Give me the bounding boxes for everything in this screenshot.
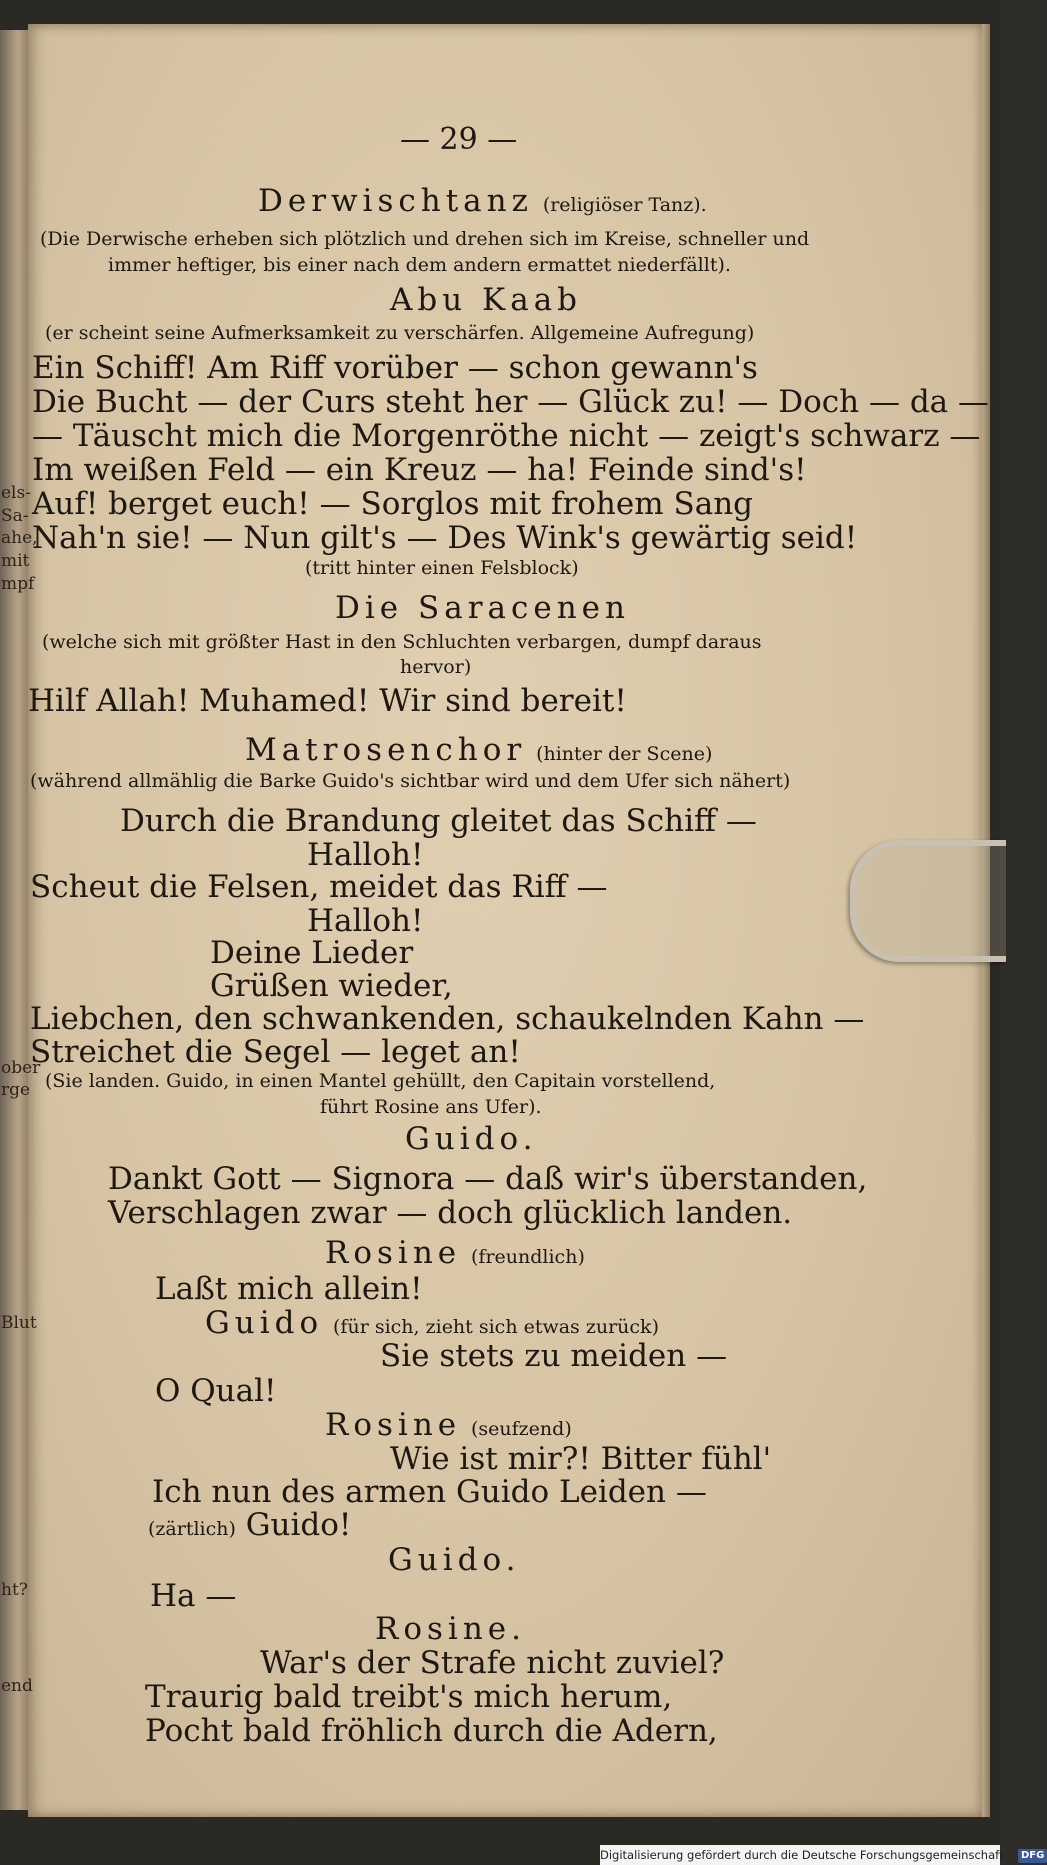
verse-line: Deine Lieder bbox=[210, 935, 414, 971]
stage-direction: führt Rosine ans Ufer). bbox=[320, 1096, 542, 1118]
verse-line: Grüßen wieder, bbox=[210, 968, 453, 1004]
stage-direction: hervor) bbox=[400, 656, 472, 678]
verse-line: Die Bucht — der Curs steht her — Glück zu! — Doch — da — bbox=[32, 384, 990, 420]
verse-line: Ein Schiff! Am Riff vorüber — schon gewann's bbox=[32, 350, 758, 386]
gutter-fragment: end bbox=[1, 1676, 33, 1696]
verse-line: — Täuscht mich die Morgenröthe nicht — zeigt's schwarz — bbox=[32, 418, 981, 454]
speaker-name: Die Saracenen bbox=[335, 590, 630, 626]
gutter-fragment: ober bbox=[1, 1058, 41, 1078]
verse-line: War's der Strafe nicht zuviel? bbox=[260, 1645, 725, 1681]
stage-direction: (Die Derwische erheben sich plötzlich und drehen sich im Kreise, schneller und bbox=[40, 228, 810, 250]
verse-line: Sie stets zu meiden — bbox=[380, 1338, 728, 1374]
speaker-heading bbox=[325, 1407, 572, 1443]
stage-direction: (Sie landen. Guido, in einen Mantel gehüllt, den Capitain vorstellend, bbox=[45, 1070, 716, 1092]
gutter-fragment: Sa- bbox=[1, 506, 29, 526]
gutter-fragment: rge bbox=[1, 1080, 31, 1100]
speaker-name: Derwischtanz bbox=[258, 183, 533, 219]
credit-text: Digitalisierung gefördert durch die Deutsche Forschungsgemeinschaft - bbox=[600, 1848, 1012, 1862]
stage-direction: (für sich, zieht sich etwas zurück) bbox=[333, 1316, 659, 1338]
verse-line: Im weißen Feld — ein Kreuz — ha! Feinde sind's! bbox=[32, 452, 807, 488]
gutter-fragment: mit bbox=[1, 551, 30, 571]
speaker-name: Rosine bbox=[325, 1407, 462, 1443]
verse-line: Ich nun des armen Guido Leiden — bbox=[152, 1474, 707, 1510]
speaker-name: Abu Kaab bbox=[390, 282, 583, 318]
stage-direction: (er scheint seine Aufmerksamkeit zu verschärfen. Allgemeine Aufregung) bbox=[45, 322, 755, 344]
verse-line: Liebchen, den schwankenden, schaukelnden Kahn — bbox=[30, 1001, 865, 1037]
stage-direction: immer heftiger, bis einer nach dem andern ermattet niederfällt). bbox=[108, 254, 731, 276]
gutter-fragment: ahe, bbox=[1, 528, 38, 548]
stage-direction: (freundlich) bbox=[471, 1246, 585, 1268]
verse-line: Traurig bald treibt's mich herum, bbox=[145, 1679, 673, 1715]
gutter-fragment: els- bbox=[1, 483, 31, 503]
verse-text: Guido! bbox=[245, 1507, 352, 1543]
stage-direction: (während allmählig die Barke Guido's sichtbar wird und dem Ufer sich nähert) bbox=[30, 770, 791, 792]
paper-clip bbox=[850, 840, 1006, 962]
speaker-heading bbox=[258, 183, 707, 219]
gutter-fragment: mpf bbox=[1, 574, 35, 594]
stage-direction: (seufzend) bbox=[471, 1418, 572, 1440]
verse-line bbox=[148, 1507, 352, 1543]
previous-page-edge bbox=[0, 30, 30, 1810]
stage-direction: (hinter der Scene) bbox=[536, 743, 713, 765]
speaker-heading bbox=[325, 1235, 585, 1271]
speaker-heading bbox=[245, 732, 713, 768]
verse-line: Durch die Brandung gleitet das Schiff — bbox=[120, 803, 757, 839]
stage-direction: (zärtlich) bbox=[148, 1518, 236, 1540]
stage-direction: (religiöser Tanz). bbox=[542, 194, 707, 216]
speaker-name: Matrosenchor bbox=[245, 732, 527, 768]
verse-line: Wie ist mir?! Bitter fühl' bbox=[390, 1441, 772, 1477]
page-number: — 29 — bbox=[400, 122, 518, 157]
speaker-name: Guido. bbox=[405, 1121, 538, 1157]
verse-line: Ha — bbox=[150, 1578, 237, 1614]
verse-line: Auf! berget euch! — Sorglos mit frohem Sang bbox=[32, 486, 754, 522]
stage-direction: (tritt hinter einen Felsblock) bbox=[305, 557, 579, 579]
verse-line: Nah'n sie! — Nun gilt's — Des Wink's gewärtig seid! bbox=[32, 520, 858, 556]
verse-line: Halloh! bbox=[307, 837, 424, 873]
verse-line: Halloh! bbox=[307, 903, 424, 939]
digitization-credit bbox=[600, 1845, 1045, 1865]
verse-line: Streichet die Segel — leget an! bbox=[30, 1034, 521, 1070]
verse-line: O Qual! bbox=[155, 1373, 277, 1409]
verse-line: Dankt Gott — Signora — daß wir's überstanden, bbox=[108, 1161, 868, 1197]
speaker-name: Guido. bbox=[388, 1542, 521, 1578]
verse-line: Laßt mich allein! bbox=[155, 1271, 423, 1307]
speaker-name: Rosine. bbox=[375, 1611, 526, 1647]
dfg-logo: DFG bbox=[1018, 1849, 1047, 1863]
verse-line: Hilf Allah! Muhamed! Wir sind bereit! bbox=[28, 683, 627, 719]
speaker-name: Rosine bbox=[325, 1235, 462, 1271]
verse-line: Pocht bald fröhlich durch die Adern, bbox=[145, 1713, 718, 1749]
stage-direction: (welche sich mit größter Hast in den Schluchten verbargen, dumpf daraus bbox=[42, 631, 762, 653]
verse-line: Verschlagen zwar — doch glücklich landen. bbox=[108, 1195, 793, 1231]
gutter-fragment: ht? bbox=[1, 1580, 28, 1600]
verse-line: Scheut die Felsen, meidet das Riff — bbox=[30, 869, 608, 905]
speaker-name: Guido bbox=[205, 1305, 324, 1341]
speaker-heading bbox=[205, 1305, 659, 1341]
gutter-fragment: Blut bbox=[1, 1313, 37, 1333]
